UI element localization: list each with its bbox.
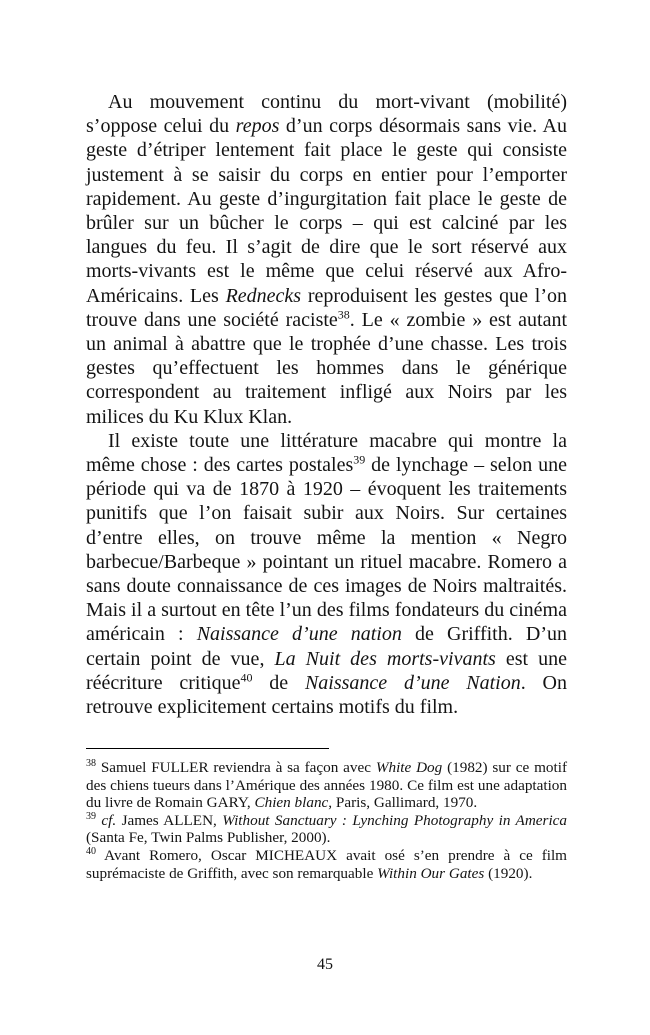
main-text [86, 90, 567, 719]
italic-run: White Dog [375, 759, 443, 776]
footnote-number: 40 [86, 845, 96, 857]
footnote-ref-39[interactable]: 39 [353, 452, 366, 467]
italic-run: cf. [96, 811, 117, 829]
text-run: James ALLEN, [116, 811, 223, 829]
text-run: . Le « zombie » est autant un animal à abattre que le trophée d’une chasse. Les trois gestes qu’effectuent les hommes dans le générique correspondent au traitement infligé aux Noirs par les milices du Ku Klux Klan. [86, 308, 567, 428]
text-run: de lynchage – selon une période qui va de 1870 à 1920 – évoquent les traitements punitifs que l’on faisait subir aux Noirs. Sur certaines d’entre elles, on trouve même la mention « Negro barbecue/Barbeque » pointant un rituel macabre. Romero a sans doute connaissance de ces images de Noirs maltraités. Mais il a surtout en tête l’un des films fondateurs du cinéma américain : [86, 454, 567, 646]
text-run: Au mouvement continu du mort-vivant (mobilité) s’oppose celui du [86, 91, 567, 138]
text-run: Samuel FULLER reviendra à sa façon avec [96, 759, 376, 776]
paragraph-2 [86, 429, 567, 719]
italic-run: Without Sanctuary : Lynching Photography in America [222, 811, 567, 829]
footnote-ref-40[interactable]: 40 [240, 670, 253, 685]
italic-run: Naissance d’une nation [196, 623, 402, 646]
footnote-39 [86, 812, 567, 847]
text-run: , Paris, Gallimard, 1970. [328, 794, 478, 812]
text-run: . On retrouve explicitement certains motifs du film. [86, 671, 567, 719]
italic-run: Naissance d’une Nation [304, 671, 521, 694]
footnote-number: 38 [86, 757, 96, 769]
text-run: (1920). [484, 864, 533, 882]
text-run: de Griffith. D’un certain point de vue, [86, 623, 567, 670]
text-run: reproduisent les gestes que l’on trouve dans une société raciste [86, 284, 567, 331]
footnote-ref-38[interactable]: 38 [337, 307, 350, 322]
italic-run: La Nuit des morts-vivants [274, 647, 496, 670]
text-run: (Santa Fe, Twin Palms Publisher, 2000). [86, 829, 331, 847]
italic-run: Chien blanc [254, 794, 329, 812]
footnote-separator [86, 748, 329, 749]
italic-run: repos [235, 115, 280, 138]
paragraph-1 [86, 90, 567, 429]
page-number: 45 [317, 956, 333, 973]
italic-run: Rednecks [225, 284, 302, 307]
footnote-40 [86, 847, 567, 882]
text-run: d’un corps désormais sans vie. Au geste d’étriper lentement fait place le geste qui consiste justement à se saisir du corps en entier pour l’emporter rapidement. Au geste d’ingurgitation fait place le geste de brûler sur un bûcher le corps – qui est calciné par les langues du feu. Il s’agit de dire que le sort réservé aux morts-vivants est le même que celui réservé aux Afro-Américains. Les [86, 115, 567, 307]
italic-run: Within Our Gates [377, 864, 485, 882]
text-run: Avant Romero, Oscar MICHEAUX avait osé s’en prendre à ce film suprémaciste de Griffith, avec son remarquable [86, 846, 567, 882]
text-run: de [252, 671, 305, 694]
text-run: (1982) sur ce motif des chiens tueurs dans l’Amérique des années 1980. Ce film est une adaptation du livre de Romain GARY, [86, 759, 567, 812]
footnotes [86, 759, 567, 882]
text-run: Il existe toute une littérature macabre qui montre la même chose : des cartes postales [86, 429, 567, 477]
footnote-number: 39 [86, 810, 96, 822]
text-run: est une réécriture critique [86, 647, 567, 694]
footnote-38 [86, 759, 567, 812]
